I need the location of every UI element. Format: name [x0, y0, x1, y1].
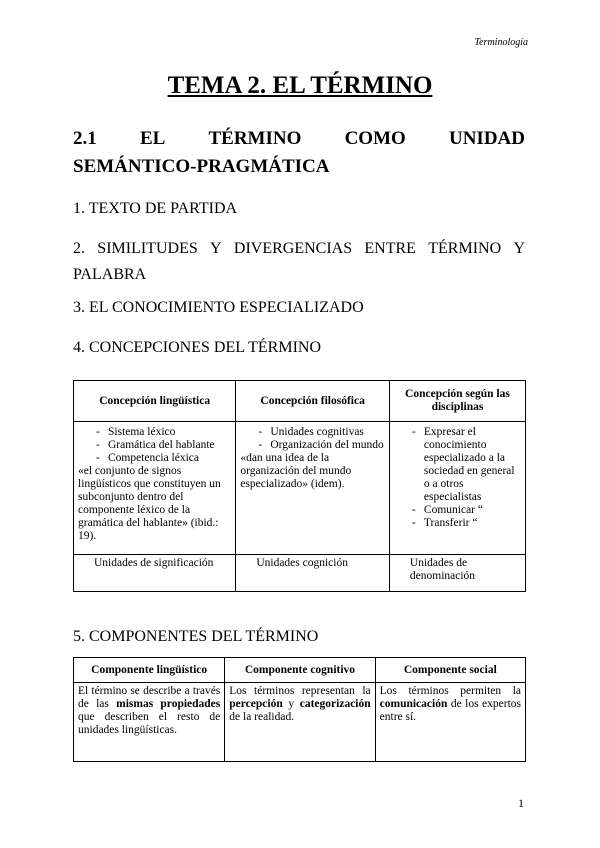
cell-text: Los términos permiten la [379, 685, 521, 697]
table-header: Concepción lingüística [74, 381, 236, 422]
cell-bold-text: mismas propiedades [116, 698, 221, 710]
table-header: Componente social [375, 658, 525, 683]
table-cell-social [375, 683, 525, 762]
list-item: - Comunicar “ [394, 504, 521, 517]
table-cell-linguistico [74, 683, 225, 762]
heading-word: SIMILITUDES [97, 240, 198, 257]
list [394, 426, 521, 530]
table-cell-linguistica [74, 422, 236, 555]
page-title: TEMA 2. EL TÉRMINO [167, 72, 433, 99]
table-header: Concepción según las disciplinas [389, 381, 525, 422]
cell-text: y [282, 698, 300, 710]
table-cell-filosofica [236, 422, 390, 555]
cell-text: de la realidad. [229, 711, 295, 723]
table-footer-cell: Unidades cognición [236, 555, 390, 592]
cell-text: de los expertos entre sí. [379, 698, 521, 723]
section-word: COMO [344, 128, 406, 149]
heading-word: ENTRE [364, 240, 416, 257]
list-item: - Competencia léxica [78, 452, 231, 465]
definition-quote: «el conjunto de signos lingüísticos que constituyen un subconjunto dentro del componente léxico de la gramática del hablante» (ibid.: 19). [78, 465, 221, 542]
table-header: Componente cognitivo [225, 658, 375, 683]
section-word: TÉRMINO [208, 128, 302, 149]
list-item: - Sistema léxico [78, 426, 231, 439]
table-cell-disciplinas [389, 422, 525, 555]
list-item: - Unidades cognitivas [240, 426, 385, 439]
heading-word: Y [210, 240, 222, 257]
heading-similitudes-line2: PALABRA [73, 266, 147, 283]
section-title [73, 125, 525, 181]
list-item: - Gramática del hablante [78, 439, 231, 452]
heading-word: Y [513, 240, 525, 257]
cell-text: El término se describe a través de las [78, 685, 221, 710]
table-footer-cell: Unidades de significación [74, 555, 236, 592]
heading-concepciones: 4. CONCEPCIONES DEL TÉRMINO [73, 339, 322, 356]
heading-word: TÉRMINO [428, 240, 502, 257]
list [240, 426, 385, 452]
list-item: - Transferir “ [394, 517, 521, 530]
heading-conocimiento-especializado: 3. EL CONOCIMIENTO ESPECIALIZADO [73, 299, 364, 316]
table-footer-cell: Unidades de denominación [389, 555, 525, 592]
heading-similitudes [73, 236, 525, 288]
section-number: 2.1 [73, 128, 97, 149]
componentes-table [73, 657, 526, 762]
heading-texto-de-partida: 1. TEXTO DE PARTIDA [73, 200, 238, 217]
section-title-line2: SEMÁNTICO-PRAGMÁTICA [73, 156, 330, 177]
cell-bold-text: categorización [299, 698, 371, 710]
cell-bold-text: comunicación [379, 698, 448, 710]
list [78, 426, 231, 465]
section-word: UNIDAD [448, 128, 525, 149]
running-header: Terminología [474, 37, 528, 48]
definition-quote: «dan una idea de la organización del mundo especializado» (idem). [240, 452, 352, 490]
heading-word: DIVERGENCIAS [233, 240, 353, 257]
table-cell-cognitivo [225, 683, 375, 762]
cell-text: que describen el resto de unidades lingüísticas. [78, 711, 221, 736]
list-item: - Expresar el conocimiento especializado a la sociedad en general o a otros especialistas [394, 426, 521, 504]
list-item: - Organización del mundo [240, 439, 385, 452]
heading-componentes: 5. COMPONENTES DEL TÉRMINO [73, 628, 319, 645]
concepciones-table [73, 380, 526, 592]
cell-text: Los términos representan la [229, 685, 371, 697]
section-word: EL [139, 128, 166, 149]
heading-word: 2. [73, 240, 85, 257]
table-header: Concepción filosófica [236, 381, 390, 422]
page-number: 1 [518, 796, 524, 810]
table-header: Componente lingüístico [74, 658, 225, 683]
cell-bold-text: percepción [229, 698, 283, 710]
